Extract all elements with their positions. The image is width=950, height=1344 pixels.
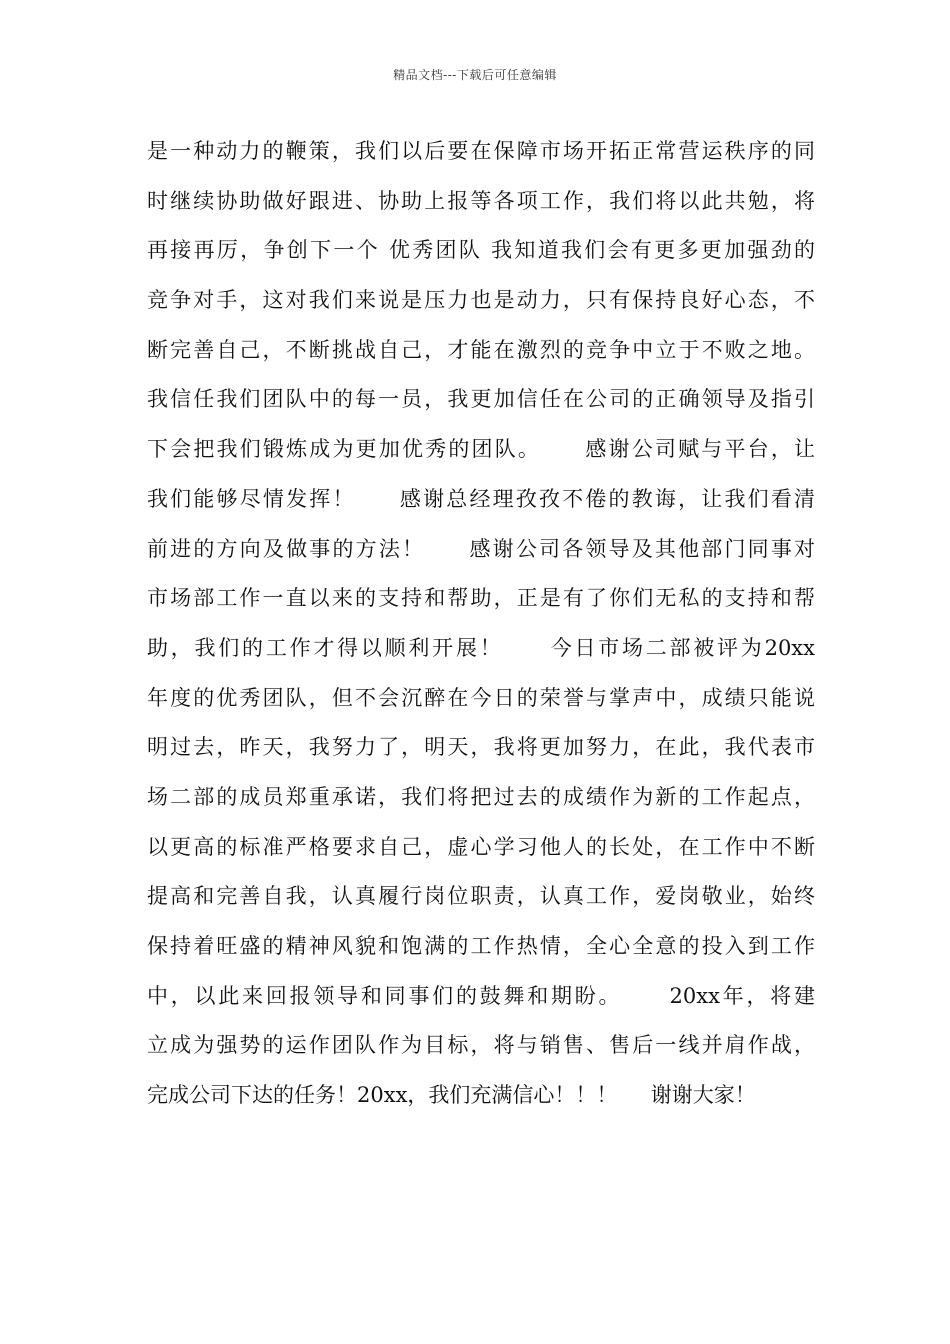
text-line: 市场部工作一直以来的支持和帮助，正是有了你们无私的支持和帮 — [147, 586, 815, 611]
text-line: 我们能够尽情发挥！ 感谢总经理孜孜不倦的教诲，让我们看清 — [147, 486, 815, 511]
text-line: 再接再厉，争创下一个 优秀团队 我知道我们会有更多更加强劲的 — [147, 238, 815, 263]
text-line: 场二部的成员郑重承诺，我们将把过去的成绩作为新的工作起点， — [147, 784, 815, 809]
text-line: 我信任我们团队中的每一员，我更加信任在公司的正确领导及指引 — [147, 387, 815, 412]
text-line: 竞争对手，这对我们来说是压力也是动力，只有保持良好心态，不 — [147, 288, 815, 313]
text-line: 断完善自己，不断挑战自己，才能在激烈的竞争中立于不败之地。 — [147, 337, 815, 362]
text-line: 立成为强势的运作团队作为目标，将与销售、售后一线并肩作战， — [147, 1033, 815, 1058]
document-body — [147, 127, 815, 1121]
text-line: 明过去，昨天，我努力了，明天，我将更加努力，在此，我代表市 — [147, 735, 815, 760]
text-line: 是一种动力的鞭策，我们以后要在保障市场开拓正常营运秩序的同 — [147, 139, 815, 163]
text-line: 完成公司下达的任务！20xx，我们充满信心！！！ 谢谢大家！ — [147, 1083, 756, 1108]
text-line: 提高和完善自我，认真履行岗位职责，认真工作，爱岗敬业，始终 — [147, 884, 815, 909]
text-line: 中，以此来回报领导和同事们的鼓舞和期盼。 20xx年，将建 — [147, 983, 815, 1008]
text-line: 前进的方向及做事的方法！ 感谢公司各领导及其他部门同事对 — [147, 536, 815, 561]
text-line: 下会把我们锻炼成为更加优秀的团队。 感谢公司赋与平台，让 — [147, 437, 815, 462]
text-line: 以更高的标准严格要求自己，虚心学习他人的长处，在工作中不断 — [147, 834, 815, 859]
text-line: 助，我们的工作才得以顺利开展！ 今日市场二部被评为20xx — [147, 635, 815, 660]
text-line: 时继续协助做好跟进、协助上报等各项工作，我们将以此共勉，将 — [147, 188, 815, 213]
page-header: 精品文档---下载后可任意编辑 — [393, 68, 557, 82]
text-line: 年度的优秀团队，但不会沉醉在今日的荣誉与掌声中，成绩只能说 — [147, 685, 815, 710]
text-line: 保持着旺盛的精神风貌和饱满的工作热情，全心全意的投入到工作 — [147, 934, 815, 958]
